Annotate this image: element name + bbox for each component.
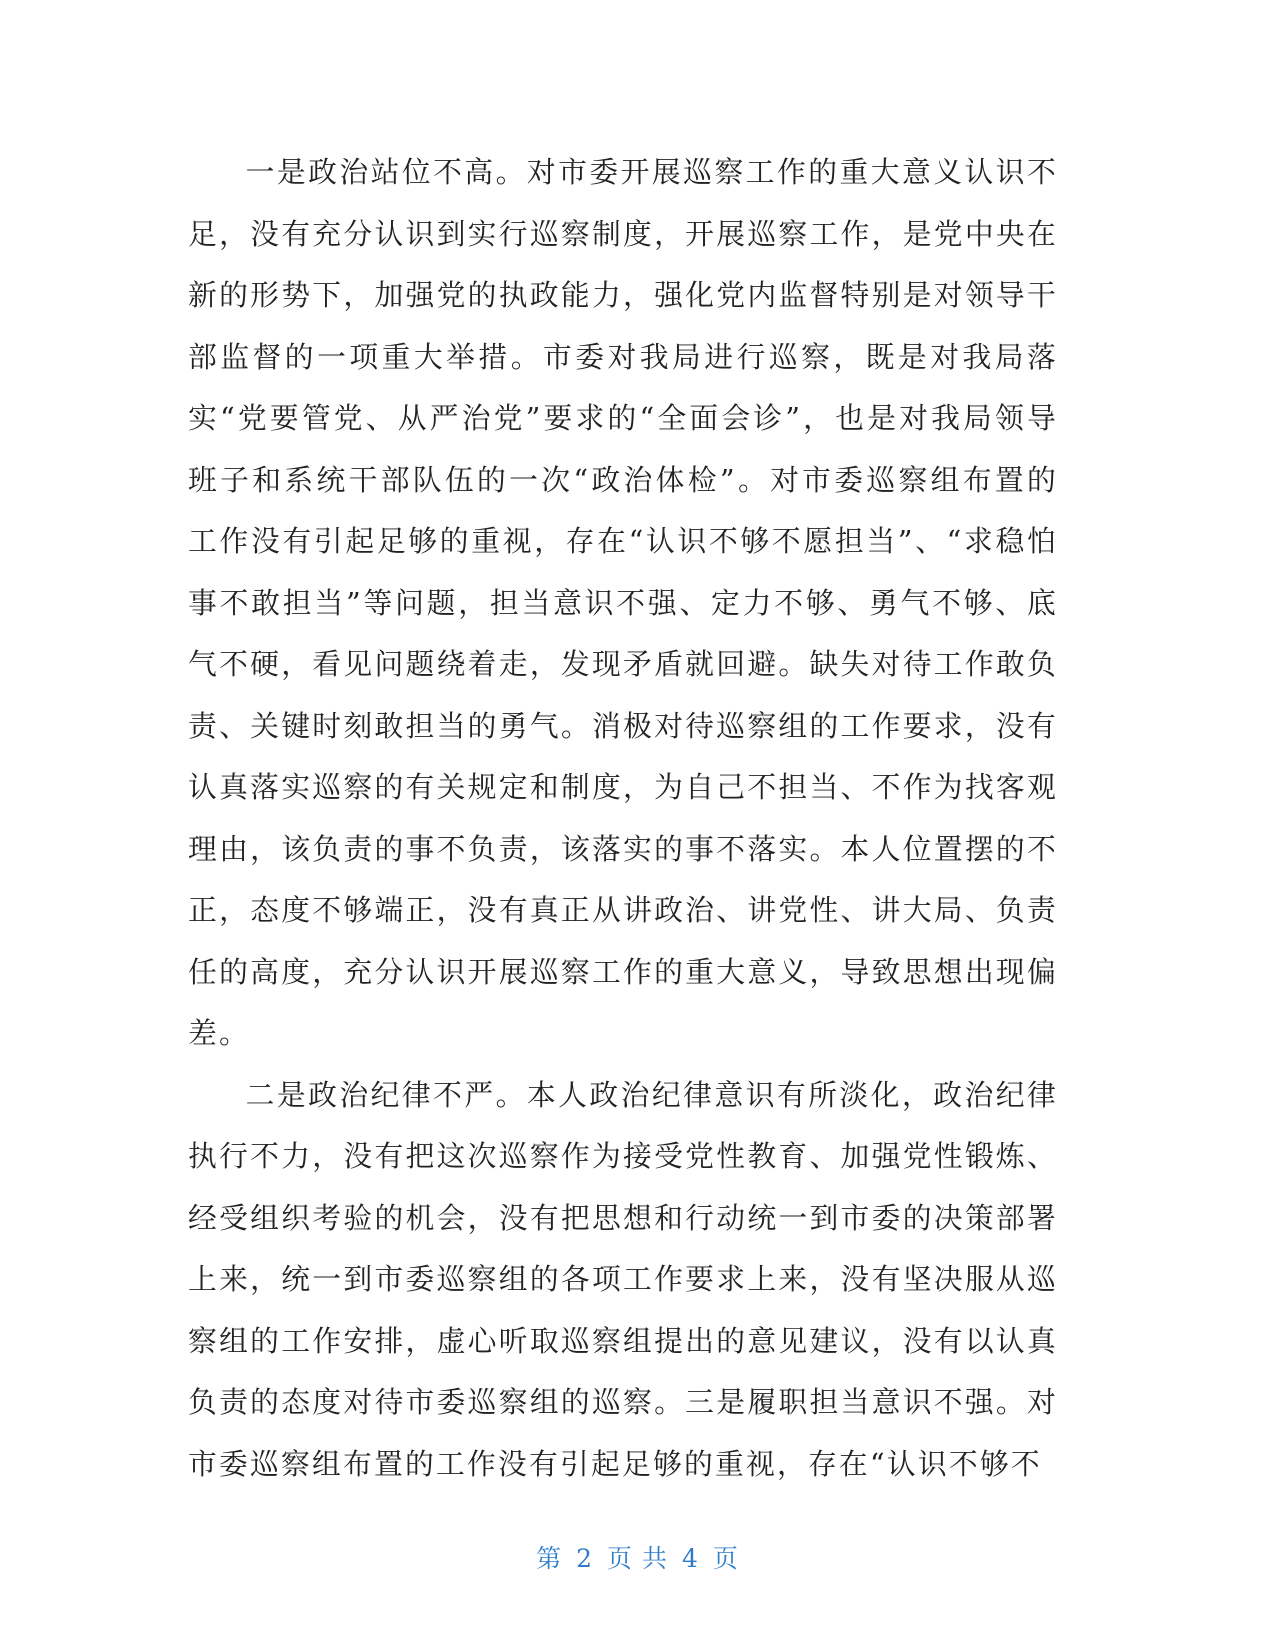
paragraph-2: 二是政治纪律不严。本人政治纪律意识有所淡化，政治纪律执行不力，没有把这次巡察作为接受党性教育、加强党性锻炼、经受组织考验的机会，没有把思想和行动统一到市委的决策部署上来，统一到市委巡察组的各项工作要求上来，没有坚决服从巡察组的工作安排，虚心听取巡察组提出的意见建议，没有以认真负责的态度对待市委巡察组的巡察。三是履职担当意识不强。对市委巡察组布置的工作没有引起足够的重视，存在“认识不够不 bbox=[188, 1077, 1058, 1481]
total-pages-number: 4 bbox=[681, 1544, 699, 1573]
footer-suffix: 页 bbox=[712, 1544, 739, 1573]
current-page-number: 2 bbox=[576, 1544, 594, 1573]
footer-middle: 页 共 bbox=[607, 1544, 668, 1573]
footer-prefix: 第 bbox=[536, 1544, 563, 1573]
document-body bbox=[188, 142, 1058, 1495]
page-footer bbox=[0, 1542, 1275, 1576]
paragraph-1: 一是政治站位不高。对市委开展巡察工作的重大意义认识不足，没有充分认识到实行巡察制度，开展巡察工作，是党中央在新的形势下，加强党的执政能力，强化党内监督特别是对领导干部监督的一项重大举措。市委对我局进行巡察，既是对我局落实“党要管党、从严治党”要求的“全面会诊”，也是对我局领导班子和系统干部队伍的一次“政治体检”。对市委巡察组布置的工作没有引起足够的重视，存在“认识不够不愿担当”、“求稳怕事不敢担当”等问题，担当意识不强、定力不够、勇气不够、底气不硬，看见问题绕着走，发现矛盾就回避。缺失对待工作敢负责、关键时刻敢担当的勇气。消极对待巡察组的工作要求，没有认真落实巡察的有关规定和制度，为自己不担当、不作为找客观理由，该负责的事不负责，该落实的事不落实。本人位置摆的不正，态度不够端正，没有真正从讲政治、讲党性、讲大局、负责任的高度，充分认识开展巡察工作的重大意义，导致思想出现偏差。 bbox=[188, 155, 1058, 1050]
